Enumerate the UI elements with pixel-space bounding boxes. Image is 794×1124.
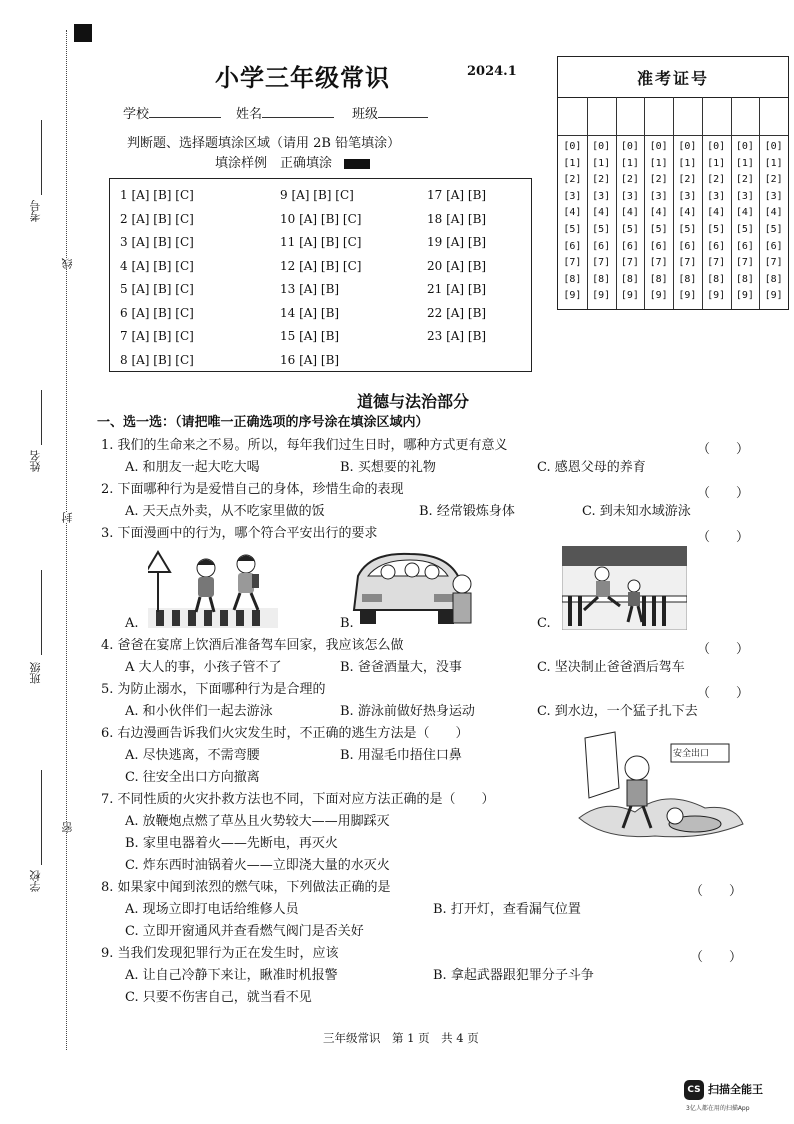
exam-id-digit-bubble[interactable]: [1] (764, 157, 783, 169)
exam-id-digit-bubble[interactable]: [8] (678, 273, 697, 285)
q9-option-b: B. 拿起武器跟犯罪分子斗争 (433, 968, 594, 983)
q4-option-b: B. 爸爸酒量大，没事 (340, 660, 462, 675)
question-4: 4. 爸爸在宴席上饮酒后准备驾车回家，我应该怎么做 (101, 638, 404, 653)
q4-option-c: C. 坚决制止爸爸酒后驾车 (537, 660, 685, 675)
q3-option-b: B. (340, 616, 354, 631)
answer-paren-8[interactable]: （ ） (690, 884, 743, 899)
q8-option-b: B. 打开灯，查看漏气位置 (433, 902, 581, 917)
scanner-brand: 扫描全能王 (708, 1083, 763, 1096)
exam-id-digit-bubble[interactable]: [2] (707, 174, 726, 186)
exam-id-digit-bubble[interactable]: [2] (678, 174, 697, 186)
answer-row[interactable]: 2 [A] [B] [C] (120, 211, 194, 226)
exam-id-digit-bubble[interactable]: [0] (764, 141, 783, 152)
answer-paren-3[interactable]: （ ） (697, 530, 750, 545)
exam-id-digit-bubble[interactable]: [0] (735, 141, 754, 152)
scanner-tagline: 3亿人都在用的扫描App (686, 1105, 750, 1112)
q1-option-c: C. 感恩父母的养育 (537, 460, 646, 475)
field-class (352, 103, 428, 122)
cartoon-fire-escape-image (575, 728, 745, 840)
answer-row[interactable]: 8 [A] [B] [C] (120, 352, 194, 367)
q7-option-c: C. 炸东西时油锅着火——立即浇大量的水灭火 (125, 858, 390, 873)
question-9: 9. 当我们发现犯罪行为正在发生时，应该 (101, 946, 339, 961)
side-line-name (41, 390, 42, 445)
question-6: 6. 右边漫画告诉我们火灾发生时，不正确的逃生方法是（ ） (101, 726, 469, 741)
question-5: 5. 为防止溺水，下面哪种行为是合理的 (101, 682, 326, 697)
exam-id-digit-bubble[interactable]: [8] (764, 273, 783, 285)
q3-option-c: C. (537, 616, 551, 631)
cartoon-car-image (350, 546, 475, 628)
answer-row[interactable]: 18 [A] [B] (427, 211, 487, 226)
exam-id-digit-bubble[interactable]: [2] (764, 174, 783, 186)
exam-id-digit-bubble[interactable]: [4] (649, 207, 668, 219)
exam-id-digit-bubble[interactable]: [1] (649, 157, 668, 169)
exam-id-digit-bubble[interactable]: [2] (563, 174, 582, 186)
side-line-school (41, 770, 42, 865)
field-school-label: 学校 (123, 107, 150, 122)
q2-option-b: B. 经常锻炼身体 (419, 504, 515, 519)
exam-id-digit-bubble[interactable]: [1] (563, 157, 582, 169)
exam-id-digit-bubble[interactable]: [8] (649, 273, 668, 285)
answer-row[interactable]: 19 [A] [B] (427, 235, 487, 249)
question-3: 3. 下面漫画中的行为，哪个符合平安出行的要求 (101, 526, 378, 541)
exam-id-digit-bubble[interactable]: [7] (592, 257, 611, 269)
exam-id-digit-bubble[interactable]: [0] (563, 141, 582, 152)
q1-option-b: B. 买想要的礼物 (340, 460, 436, 475)
binding-word-seal: 封 (61, 512, 74, 523)
exam-id-digit-bubble[interactable]: [1] (707, 157, 726, 169)
question-8: 8. 如果家中闻到浓烈的燃气味，下列做法正确的是 (101, 880, 391, 895)
exam-id-column (759, 97, 788, 309)
exam-id-digit-bubble[interactable]: [3] (592, 190, 611, 202)
question-2: 2. 下面哪种行为是爱惜自己的身体，珍惜生命的表现 (101, 482, 404, 497)
exam-id-digit-bubble[interactable]: [1] (592, 157, 611, 169)
exam-id-write-box[interactable] (616, 97, 645, 136)
answer-row[interactable]: 12 [A] [B] [C] (280, 258, 362, 273)
exam-id-digit-bubble[interactable]: [4] (563, 207, 582, 219)
exam-id-digit-bubble[interactable]: [6] (620, 240, 639, 252)
exam-id-digit-bubble[interactable]: [3] (735, 190, 754, 202)
answer-row[interactable]: 17 [A] [B] (427, 188, 487, 202)
exam-id-digit-bubble[interactable]: [2] (620, 174, 639, 186)
exam-id-digit-bubble[interactable]: [8] (563, 273, 582, 285)
q7-option-b: B. 家里电器着火——先断电，再灭火 (125, 836, 338, 851)
field-school (123, 103, 221, 122)
exam-id-digit-bubble[interactable]: [3] (563, 190, 582, 202)
exam-id-digit-bubble[interactable]: [3] (620, 190, 639, 202)
binding-word-line: 线 (61, 258, 74, 269)
answer-row[interactable]: 21 [A] [B] (427, 282, 487, 296)
exam-id-column (702, 97, 732, 309)
exam-id-write-box[interactable] (644, 97, 673, 136)
q5-option-c: C. 到水边，一个猛子扎下去 (537, 704, 698, 719)
exam-id-digit-bubble[interactable]: [1] (620, 157, 639, 169)
exam-id-digit-bubble[interactable]: [9] (678, 290, 697, 302)
exam-id-digit-bubble[interactable]: [9] (649, 290, 668, 302)
exam-date: 2024.1 (467, 64, 517, 79)
exam-id-digit-bubble[interactable]: [6] (649, 240, 668, 252)
q8-option-c: C. 立即开窗通风并查看燃气阀门是否关好 (125, 924, 364, 939)
question-1: 1. 我们的生命来之不易。所以，每年我们过生日时，哪种方式更有意义 (101, 438, 508, 453)
exam-id-digit-bubble[interactable]: [5] (592, 224, 611, 235)
scanner-logo: CS (684, 1080, 704, 1100)
field-class-label: 班级 (352, 107, 379, 122)
exam-id-digit-bubble[interactable]: [5] (707, 224, 726, 235)
exam-id-digit-bubble[interactable]: [9] (563, 290, 582, 302)
field-name-label: 姓名 (236, 107, 263, 122)
binding-dotted-line (66, 30, 67, 1050)
section-title: 道德与法治部分 (357, 392, 470, 411)
answer-paren-9[interactable]: （ ） (690, 950, 743, 965)
exam-id-write-box[interactable] (587, 97, 616, 136)
q1-option-a: A. 和朋友一起大吃大喝 (125, 460, 260, 475)
exam-id-digit-bubble[interactable]: [3] (764, 190, 783, 202)
exam-id-digit-bubble[interactable]: [1] (735, 157, 754, 169)
q8-option-a: A. 现场立即打电话给维修人员 (125, 902, 299, 917)
exam-id-digit-bubble[interactable]: [0] (707, 141, 726, 152)
exam-id-digit-bubble[interactable]: [0] (592, 141, 611, 152)
q5-option-b: B. 游泳前做好热身运动 (340, 704, 475, 719)
exam-id-digit-bubble[interactable]: [7] (620, 257, 639, 269)
exam-id-column (644, 97, 674, 309)
exam-id-write-box[interactable] (673, 97, 702, 136)
exam-id-digit-bubble[interactable]: [4] (735, 207, 754, 219)
answer-row[interactable]: 23 [A] [B] (427, 329, 487, 343)
exam-id-digit-bubble[interactable]: [7] (678, 257, 697, 269)
exam-id-digit-bubble[interactable]: [3] (707, 190, 726, 202)
answer-row[interactable]: 5 [A] [B] [C] (120, 282, 194, 296)
q2-option-a: A. 天天点外卖，从不吃家里做的饭 (125, 504, 325, 519)
exam-id-write-box[interactable] (759, 97, 788, 136)
answer-row[interactable]: 15 [A] [B] (280, 329, 340, 343)
exam-id-write-box[interactable] (558, 97, 587, 136)
exam-id-digit-bubble[interactable]: [7] (735, 257, 754, 269)
exam-id-digit-bubble[interactable]: [5] (764, 224, 783, 235)
exam-id-digit-bubble[interactable]: [9] (620, 290, 639, 302)
side-label-school: 学校 (29, 870, 42, 892)
q5-option-a: A. 和小伙伴们一起去游泳 (125, 704, 273, 719)
binding-word-close: 密 (61, 822, 74, 833)
exit-sign-label: 安全出口 (673, 749, 710, 759)
exam-id-digit-bubble[interactable]: [6] (735, 240, 754, 252)
exam-id-digit-bubble[interactable]: [2] (649, 174, 668, 186)
exam-id-digit-bubble[interactable]: [7] (563, 257, 582, 269)
exam-id-column (558, 97, 588, 309)
q2-option-c: C. 到未知水域游泳 (582, 504, 691, 519)
exam-id-digit-bubble[interactable]: [0] (620, 141, 639, 152)
answer-row[interactable]: 22 [A] [B] (427, 305, 487, 320)
exam-id-grid (557, 56, 789, 310)
exam-id-digit-bubble[interactable]: [8] (592, 273, 611, 285)
exam-id-digit-bubble[interactable]: [6] (592, 240, 611, 252)
answer-row[interactable]: 7 [A] [B] [C] (120, 329, 194, 343)
exam-id-digit-bubble[interactable]: [9] (735, 290, 754, 302)
exam-id-digit-bubble[interactable]: [9] (592, 290, 611, 302)
q4-option-a: A 大人的事，小孩子管不了 (125, 660, 282, 675)
exam-id-digit-bubble[interactable]: [0] (649, 141, 668, 152)
q6-option-b: B. 用湿毛巾捂住口鼻 (340, 748, 462, 763)
exam-id-digit-bubble[interactable]: [5] (563, 224, 582, 235)
fill-instruction: 判断题、选择题填涂区域（请用 2B 铅笔填涂） (127, 136, 401, 151)
exam-id-title: 准考证号 (558, 57, 788, 98)
exam-id-digit-bubble[interactable]: [1] (678, 157, 697, 169)
part1-heading: 一、选一选：（请把唯一正确选项的序号涂在填涂区域内） (97, 415, 429, 430)
q7-option-a: A. 放鞭炮点燃了草丛且火势较大——用脚踩灭 (125, 814, 390, 829)
fill-sample-label: 填涂样例 正确填涂 (215, 156, 333, 171)
page-footer: 三年级常识 第 1 页 共 4 页 (323, 1031, 479, 1045)
answer-row[interactable]: 6 [A] [B] [C] (120, 305, 194, 320)
exam-id-digit-bubble[interactable]: [6] (707, 240, 726, 252)
corner-mark (74, 24, 92, 42)
exam-id-digit-bubble[interactable]: [5] (678, 224, 697, 235)
exam-id-digit-bubble[interactable]: [4] (764, 207, 783, 219)
exam-id-digit-bubble[interactable]: [2] (592, 174, 611, 186)
exam-id-digit-bubble[interactable]: [4] (620, 207, 639, 219)
answer-row[interactable]: 14 [A] [B] (280, 305, 340, 320)
side-label-class: 班级 (29, 662, 42, 684)
exam-id-digit-bubble[interactable]: [2] (735, 174, 754, 186)
exam-id-digit-bubble[interactable]: [4] (592, 207, 611, 219)
side-line-exam-no (41, 120, 42, 195)
exam-id-digit-bubble[interactable]: [6] (764, 240, 783, 252)
exam-id-column (616, 97, 646, 309)
exam-id-write-box[interactable] (702, 97, 731, 136)
cartoon-crosswalk-image (148, 548, 278, 628)
fill-sample (215, 152, 370, 171)
answer-row[interactable]: 20 [A] [B] (427, 258, 487, 273)
exam-id-digit-bubble[interactable]: [6] (678, 240, 697, 252)
exam-id-digit-bubble[interactable]: [5] (620, 224, 639, 235)
exam-id-digit-bubble[interactable]: [7] (764, 257, 783, 269)
side-label-name: 姓名 (29, 450, 42, 472)
exam-id-digit-bubble[interactable]: [6] (563, 240, 582, 252)
exam-id-digit-bubble[interactable]: [7] (707, 257, 726, 269)
exam-id-digit-bubble[interactable]: [8] (735, 273, 754, 285)
q9-option-a: A. 让自己冷静下来让，瞅准时机报警 (125, 968, 338, 983)
answer-row[interactable]: 11 [A] [B] [C] (280, 235, 362, 249)
exam-id-digit-bubble[interactable]: [5] (649, 224, 668, 235)
answer-row[interactable]: 10 [A] [B] [C] (280, 211, 362, 226)
exam-id-column (587, 97, 617, 309)
exam-id-digit-bubble[interactable]: [3] (678, 190, 697, 202)
scanner-watermark (684, 1080, 784, 1116)
exam-id-column (731, 97, 761, 309)
side-line-class (41, 570, 42, 655)
exam-id-digit-bubble[interactable]: [8] (707, 273, 726, 285)
exam-id-digit-bubble[interactable]: [9] (764, 290, 783, 302)
q3-option-a: A. (125, 616, 139, 631)
q9-option-c: C. 只要不伤害自己，就当看不见 (125, 990, 312, 1005)
field-name (236, 103, 334, 122)
answer-paren-2[interactable]: （ ） (697, 486, 750, 501)
q6-option-c: C. 往安全出口方向撤离 (125, 770, 260, 785)
exam-id-digit-bubble[interactable]: [7] (649, 257, 668, 269)
answer-row[interactable]: 4 [A] [B] [C] (120, 258, 194, 273)
q6-option-a: A. 尽快逃离，不需弯腰 (125, 748, 260, 763)
answer-row[interactable]: 3 [A] [B] [C] (120, 235, 194, 249)
answer-row[interactable]: 16 [A] [B] (280, 352, 340, 367)
filled-bubble-sample (344, 159, 370, 169)
cartoon-railing-image (562, 546, 687, 630)
exam-id-digit-bubble[interactable]: [4] (707, 207, 726, 219)
side-label-exam-no: 考号 (29, 200, 42, 222)
exam-id-digit-bubble[interactable]: [3] (649, 190, 668, 202)
page-title: 小学三年级常识 (215, 64, 390, 92)
answer-row[interactable]: 9 [A] [B] [C] (280, 188, 354, 202)
exam-id-digit-bubble[interactable]: [0] (678, 141, 697, 152)
exam-id-digit-bubble[interactable]: [8] (620, 273, 639, 285)
exam-id-column (673, 97, 703, 309)
exam-id-digit-bubble[interactable]: [4] (678, 207, 697, 219)
question-7: 7. 不同性质的火灾扑救方法也不同，下面对应方法正确的是（ ） (101, 792, 495, 807)
answer-paren-4[interactable]: （ ） (697, 642, 750, 657)
answer-row[interactable]: 1 [A] [B] [C] (120, 188, 194, 202)
exam-id-write-box[interactable] (731, 97, 760, 136)
exam-id-digit-bubble[interactable]: [9] (707, 290, 726, 302)
answer-paren-5[interactable]: （ ） (697, 686, 750, 701)
exam-id-digit-bubble[interactable]: [5] (735, 224, 754, 235)
answer-paren-1[interactable]: （ ） (697, 442, 750, 457)
answer-row[interactable]: 13 [A] [B] (280, 282, 340, 296)
